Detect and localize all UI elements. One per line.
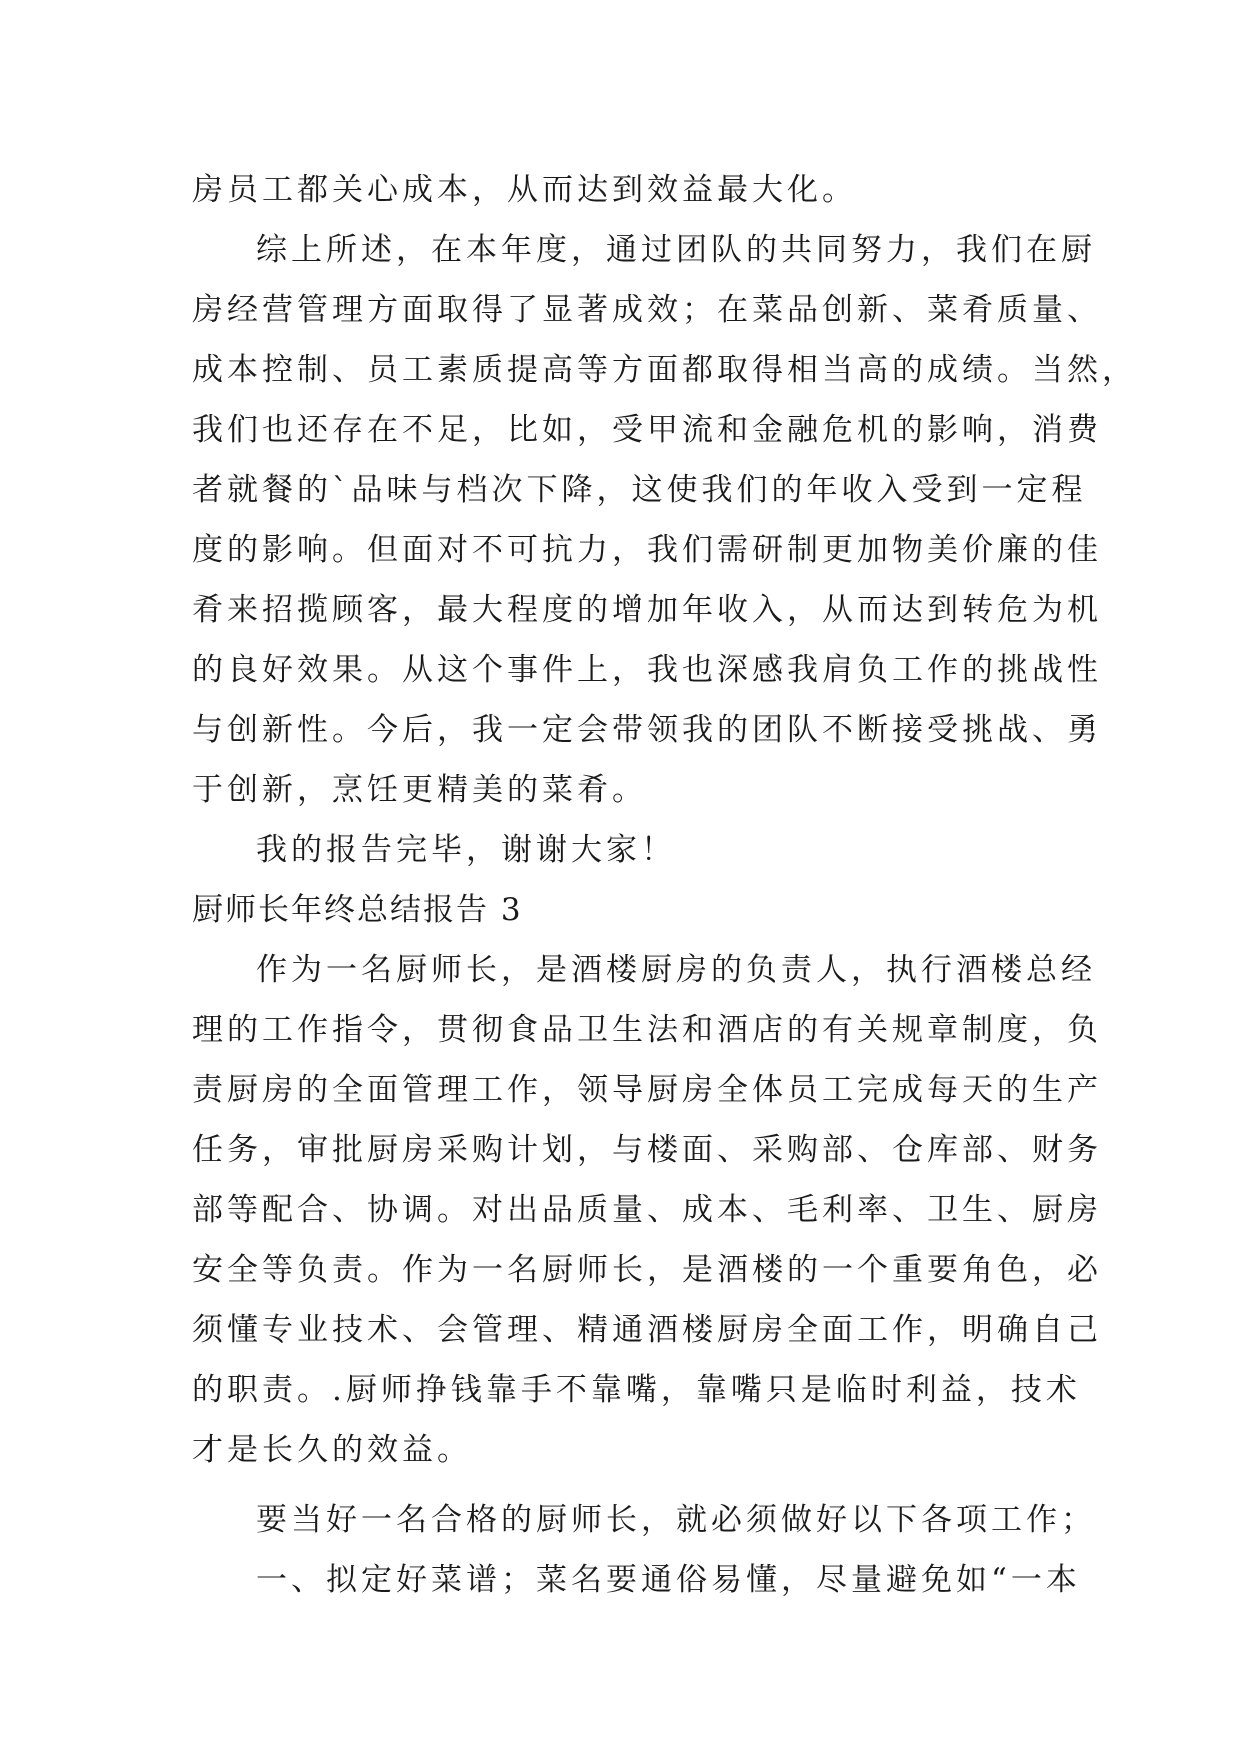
- section-heading: [192, 880, 1072, 940]
- text-line: 作为一名厨师长，是酒楼厨房的负责人，执行酒楼总经: [256, 952, 1096, 988]
- text-line: 的良好效果。从这个事件上，我也深感我肩负工作的挑战性: [192, 652, 1102, 688]
- text-line: 房员工都关心成本，从而达到效益最大化。: [192, 172, 857, 208]
- paragraph-5: [192, 1490, 1096, 1550]
- paragraph-4: [192, 940, 1102, 1480]
- text-line: 我的报告完毕，谢谢大家！: [256, 832, 676, 868]
- text-line: 安全等负责。作为一名厨师长，是酒楼的一个重要角色，必: [192, 1252, 1102, 1288]
- text-line: 房经营管理方面取得了显著成效；在菜品创新、菜肴质量、: [192, 292, 1102, 328]
- paragraph-1: [192, 160, 1072, 220]
- heading-text: 厨师长年终总结报告 3: [192, 892, 523, 928]
- document-body: [192, 160, 1137, 1610]
- text-line: 度的影响。但面对不可抗力，我们需研制更加物美价廉的佳: [192, 532, 1102, 568]
- paragraph-6: [192, 1550, 1081, 1610]
- text-line: 肴来招揽顾客，最大程度的增加年收入，从而达到转危为机: [192, 592, 1102, 628]
- text-line: 任务，审批厨房采购计划，与楼面、采购部、仓库部、财务: [192, 1132, 1102, 1168]
- text-line: 我们也还存在不足，比如，受甲流和金融危机的影响，消费: [192, 412, 1102, 448]
- text-line: 部等配合、协调。对出品质量、成本、毛利率、卫生、厨房: [192, 1192, 1102, 1228]
- text-line: 于创新，烹饪更精美的菜肴。: [192, 772, 647, 808]
- text-line: 须懂专业技术、会管理、精通酒楼厨房全面工作，明确自己: [192, 1312, 1102, 1348]
- text-line: 一、拟定好菜谱；菜名要通俗易懂，尽量避免如“一本: [256, 1562, 1081, 1598]
- text-line: 综上所述，在本年度，通过团队的共同努力，我们在厨: [256, 232, 1096, 268]
- text-line: 者就餐的`品味与档次下降，这使我们的年收入受到一定程: [192, 472, 1087, 508]
- text-line: 要当好一名合格的厨师长，就必须做好以下各项工作；: [256, 1502, 1096, 1538]
- text-line: 理的工作指令，贯彻食品卫生法和酒店的有关规章制度，负: [192, 1012, 1102, 1048]
- paragraph-2: [192, 220, 1137, 820]
- text-line: 的职责。.厨师挣钱靠手不靠嘴，靠嘴只是临时利益，技术: [192, 1372, 1081, 1408]
- text-line: 成本控制、员工素质提高等方面都取得相当高的成绩。当然，: [192, 352, 1137, 388]
- paragraph-3: [192, 820, 1072, 880]
- text-line: 与创新性。今后，我一定会带领我的团队不断接受挑战、勇: [192, 712, 1102, 748]
- text-line: 责厨房的全面管理工作，领导厨房全体员工完成每天的生产: [192, 1072, 1102, 1108]
- text-line: 才是长久的效益。: [192, 1432, 472, 1468]
